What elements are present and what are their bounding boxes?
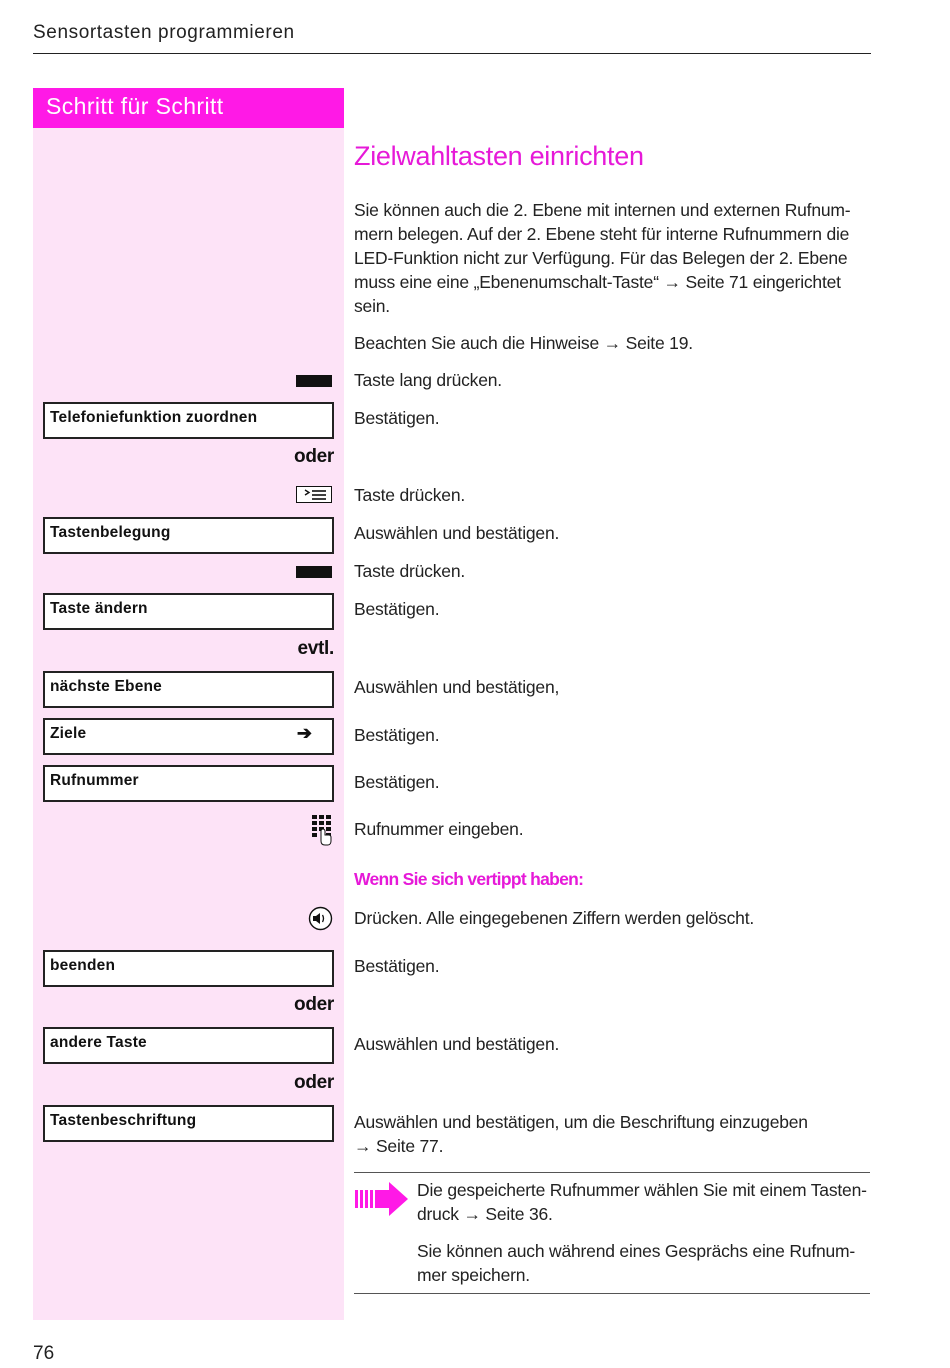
step-text: Bestätigen. (354, 599, 440, 619)
sidebar-heading-label: Schritt für Schritt (46, 93, 224, 119)
hint-arrow-icon (355, 1181, 409, 1217)
note-text-2: Sie können auch während eines Gesprächs eine Rufnum-mer speichern. (417, 1241, 856, 1285)
menu-list-key-icon (296, 486, 332, 503)
step-text: Bestätigen. (354, 772, 440, 792)
menu-option-label: andere Taste (50, 1034, 147, 1051)
intro-paragraph: Sie können auch die 2. Ebene mit internen und externen Rufnum-mern belegen. Auf der 2. Ebene steht für interne Rufnummern die LED-Funktion nicht zur Verfügung. Für das Belegen der 2. Ebene muss eine eine „Ebenenumschalt-Taste“ → Seite 71 eingerichtet sein. (354, 200, 851, 316)
menu-option-label: Rufnummer (50, 772, 139, 789)
oder-label: oder (294, 1072, 334, 1093)
step-text: Taste drücken. (354, 561, 466, 581)
menu-option-label: Taste ändern (50, 600, 148, 617)
step-text: Auswählen und bestätigen, (354, 677, 560, 697)
menu-option-label: Ziele (50, 725, 87, 742)
menu-option-andere-taste[interactable] (43, 1027, 334, 1064)
section-title: Zielwahltasten einrichten (354, 141, 644, 171)
step-text: Taste lang drücken. (354, 370, 502, 390)
step-text-reference: → Seite 77. (354, 1136, 444, 1156)
menu-option-tastenbelegung[interactable] (43, 517, 334, 554)
menu-option-tastenbeschriftung[interactable] (43, 1105, 334, 1142)
menu-option-taste-aendern[interactable] (43, 593, 334, 630)
menu-option-label: Tastenbeschriftung (50, 1112, 197, 1129)
menu-option-ziele[interactable] (43, 718, 334, 755)
menu-option-label: beenden (50, 957, 116, 974)
menu-option-naechste-ebene[interactable] (43, 671, 334, 708)
oder-label: oder (294, 446, 334, 467)
note-text-1: Die gespeicherte Rufnummer wählen Sie mit einem Tasten-druck → Seite 36. (417, 1180, 867, 1224)
sensor-key-icon (296, 566, 332, 578)
evtl-label: evtl. (297, 638, 334, 659)
submenu-arrow-icon: ➔ (296, 723, 312, 743)
step-text: Drücken. Alle eingegebenen Ziffern werden gelöscht. (354, 908, 755, 928)
step-text: Rufnummer eingeben. (354, 819, 524, 839)
menu-option-label: nächste Ebene (50, 678, 163, 695)
step-text: Taste drücken. (354, 485, 466, 505)
oder-label: oder (294, 994, 334, 1015)
step-text: Bestätigen. (354, 725, 440, 745)
step-text: Bestätigen. (354, 956, 440, 976)
menu-option-rufnummer[interactable] (43, 765, 334, 802)
running-header: Sensortasten programmieren (33, 22, 295, 43)
subheading-vertippt: Wenn Sie sich vertippt haben: (354, 869, 584, 889)
hint-paragraph: Beachten Sie auch die Hinweise → Seite 19. (354, 333, 693, 353)
menu-option-telefoniefunktion[interactable] (43, 402, 334, 439)
keypad-icon (311, 814, 333, 846)
speaker-clear-icon (308, 906, 333, 931)
page-number: 76 (33, 1343, 55, 1364)
note-bottom-rule (354, 1293, 870, 1294)
sensor-key-icon (296, 375, 332, 387)
sidebar-heading (33, 88, 344, 128)
note-top-rule (354, 1172, 870, 1173)
menu-option-beenden[interactable] (43, 950, 334, 987)
header-rule (33, 53, 871, 54)
menu-option-label: Tastenbelegung (50, 524, 171, 541)
step-text: Auswählen und bestätigen, um die Beschriftung einzugeben (354, 1112, 808, 1132)
step-text: Auswählen und bestätigen. (354, 1034, 560, 1054)
step-text: Auswählen und bestätigen. (354, 523, 560, 543)
menu-option-label: Telefoniefunktion zuordnen (50, 409, 258, 426)
step-text: Bestätigen. (354, 408, 440, 428)
